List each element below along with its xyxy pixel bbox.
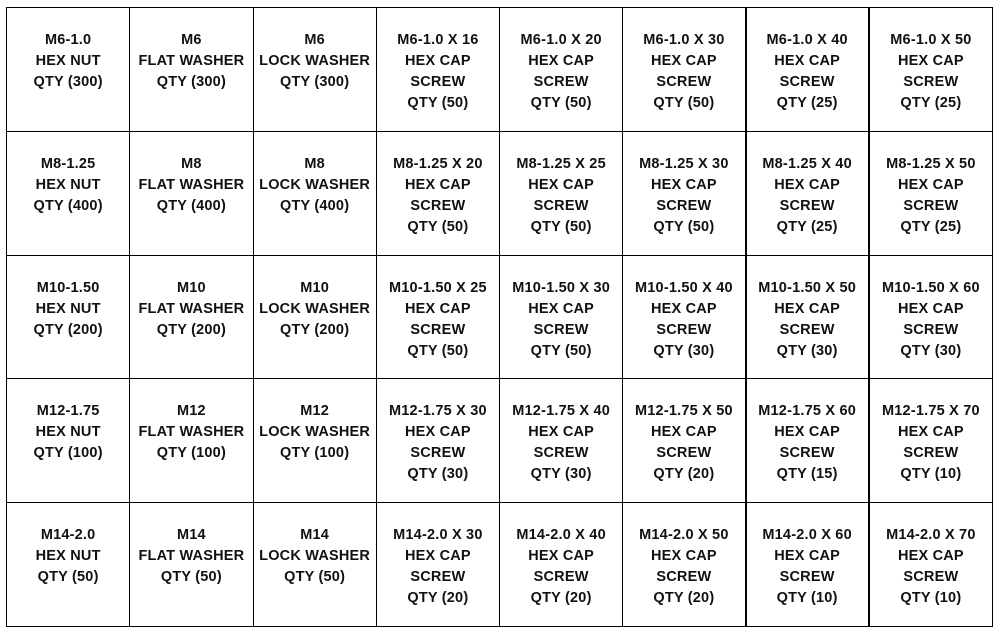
quantity-label: QTY (25) — [900, 218, 962, 235]
quantity-label: QTY (50) — [653, 95, 715, 111]
part-type-label: HEX CAP — [650, 300, 717, 317]
part-size-label: M8-1.25 X 40 — [762, 155, 852, 172]
table-cell — [623, 8, 746, 132]
part-size-label: M10-1.50 X 60 — [882, 279, 980, 296]
table-cell — [500, 379, 623, 503]
quantity-label: QTY (50) — [530, 342, 592, 359]
quantity-label: QTY (200) — [156, 321, 226, 338]
quantity-label: QTY (30) — [530, 466, 592, 483]
part-size-label: M6-1.0 X 40 — [766, 32, 848, 48]
table-cell — [7, 8, 130, 132]
quantity-label: QTY (400) — [33, 197, 103, 214]
part-size-label: M6 — [304, 32, 325, 48]
part-size-label: M8-1.25 — [40, 155, 96, 172]
part-type-label: SCREW — [779, 197, 835, 214]
part-type-label: HEX CAP — [404, 424, 471, 441]
table-cell — [254, 132, 377, 256]
part-type-label: HEX CAP — [404, 300, 471, 317]
quantity-label: QTY (200) — [33, 321, 103, 338]
part-size-label: M6-1.0 X 20 — [520, 32, 602, 48]
table-cell — [377, 256, 500, 380]
part-type-label: SCREW — [779, 74, 835, 90]
part-size-label: M10-1.50 X 30 — [512, 279, 610, 296]
table-cell — [254, 379, 377, 503]
quantity-label: QTY (25) — [900, 95, 962, 111]
part-size-label: M12-1.75 X 70 — [882, 403, 980, 420]
part-type-label: HEX CAP — [774, 300, 841, 317]
part-type-label: FLAT WASHER — [138, 548, 245, 565]
part-size-label: M14-2.0 X 60 — [762, 527, 852, 544]
part-size-label: M14-2.0 X 30 — [393, 527, 483, 544]
part-size-label: M12-1.75 X 30 — [389, 403, 487, 420]
part-size-label: M14 — [300, 527, 330, 544]
part-size-label: M12 — [300, 403, 330, 420]
part-type-label: HEX NUT — [35, 424, 101, 441]
quantity-label: QTY (10) — [900, 466, 962, 483]
part-size-label: M10 — [300, 279, 330, 296]
part-size-label: M10-1.50 X 25 — [389, 279, 487, 296]
part-type-label: HEX CAP — [528, 53, 595, 69]
part-size-label: M12-1.75 — [36, 403, 100, 420]
part-type-label: FLAT WASHER — [138, 300, 245, 317]
part-type-label: SCREW — [656, 569, 712, 586]
part-type-label: HEX CAP — [404, 176, 471, 193]
part-type-label: SCREW — [779, 569, 835, 586]
part-type-label: HEX CAP — [774, 176, 841, 193]
quantity-label: QTY (50) — [530, 95, 592, 111]
part-size-label: M8-1.25 X 25 — [516, 155, 606, 172]
part-type-label: HEX CAP — [897, 424, 964, 441]
part-type-label: SCREW — [779, 445, 835, 462]
part-size-label: M12 — [176, 403, 206, 420]
part-type-label: SCREW — [410, 74, 466, 90]
part-type-label: SCREW — [533, 569, 589, 586]
quantity-label: QTY (10) — [776, 590, 838, 607]
table-cell — [130, 256, 253, 380]
part-type-label: LOCK WASHER — [259, 424, 371, 441]
part-type-label: SCREW — [656, 197, 712, 214]
quantity-label: QTY (20) — [407, 590, 469, 607]
table-cell — [500, 132, 623, 256]
table-cell — [747, 8, 870, 132]
quantity-label: QTY (20) — [653, 466, 715, 483]
part-size-label: M14-2.0 X 50 — [639, 527, 729, 544]
quantity-label: QTY (20) — [530, 590, 592, 607]
table-cell — [623, 256, 746, 380]
part-type-label: LOCK WASHER — [259, 548, 371, 565]
part-type-label: SCREW — [533, 445, 589, 462]
part-type-label: SCREW — [656, 74, 712, 90]
part-type-label: HEX CAP — [404, 548, 471, 565]
part-type-label: SCREW — [410, 445, 466, 462]
part-size-label: M8-1.25 X 20 — [393, 155, 483, 172]
part-type-label: SCREW — [779, 321, 835, 338]
part-size-label: M14-2.0 X 40 — [516, 527, 606, 544]
quantity-label: QTY (50) — [407, 218, 469, 235]
part-type-label: HEX NUT — [35, 53, 101, 69]
quantity-label: QTY (100) — [156, 445, 226, 462]
table-cell — [500, 503, 623, 627]
quantity-label: QTY (30) — [900, 342, 962, 359]
quantity-label: QTY (50) — [653, 218, 715, 235]
table-cell — [500, 8, 623, 132]
table-cell — [500, 256, 623, 380]
quantity-label: QTY (30) — [776, 342, 838, 359]
part-type-label: SCREW — [903, 569, 959, 586]
part-type-label: SCREW — [410, 569, 466, 586]
part-type-label: HEX NUT — [35, 548, 101, 565]
part-type-label: SCREW — [903, 445, 959, 462]
quantity-label: QTY (100) — [280, 445, 350, 462]
table-cell — [747, 256, 870, 380]
part-size-label: M10-1.50 X 50 — [758, 279, 856, 296]
table-cell — [377, 132, 500, 256]
table-cell — [870, 8, 993, 132]
part-size-label: M6-1.0 X 50 — [890, 32, 972, 48]
part-type-label: LOCK WASHER — [259, 176, 371, 193]
part-size-label: M6-1.0 X 16 — [397, 32, 479, 48]
table-cell — [130, 503, 253, 627]
part-size-label: M6 — [181, 32, 202, 48]
fastener-label-table — [6, 7, 993, 627]
table-cell — [870, 379, 993, 503]
part-size-label: M8 — [181, 155, 202, 172]
part-type-label: HEX CAP — [528, 176, 595, 193]
part-size-label: M6-1.0 X 30 — [643, 32, 725, 48]
table-cell — [7, 503, 130, 627]
table-cell — [623, 503, 746, 627]
part-size-label: M8 — [304, 155, 325, 172]
quantity-label: QTY (50) — [530, 218, 592, 235]
quantity-label: QTY (20) — [653, 590, 715, 607]
table-cell — [377, 503, 500, 627]
part-size-label: M8-1.25 X 50 — [886, 155, 976, 172]
part-type-label: SCREW — [656, 321, 712, 338]
part-type-label: FLAT WASHER — [138, 176, 245, 193]
part-type-label: SCREW — [903, 321, 959, 338]
quantity-label: QTY (50) — [37, 569, 99, 586]
part-type-label: HEX CAP — [897, 53, 964, 69]
table-cell — [7, 256, 130, 380]
part-type-label: SCREW — [410, 321, 466, 338]
part-type-label: HEX CAP — [897, 548, 964, 565]
table-cell — [130, 132, 253, 256]
part-size-label: M12-1.75 X 60 — [758, 403, 856, 420]
table-cell — [623, 132, 746, 256]
quantity-label: QTY (25) — [776, 218, 838, 235]
table-cell — [130, 8, 253, 132]
table-cell — [870, 256, 993, 380]
part-size-label: M14 — [176, 527, 206, 544]
quantity-label: QTY (15) — [776, 466, 838, 483]
quantity-label: QTY (50) — [407, 342, 469, 359]
table-cell — [7, 132, 130, 256]
part-type-label: SCREW — [656, 445, 712, 462]
table-cell — [130, 379, 253, 503]
table-cell — [747, 132, 870, 256]
table-cell — [623, 379, 746, 503]
part-size-label: M10 — [176, 279, 206, 296]
quantity-label: QTY (300) — [33, 74, 103, 90]
quantity-label: QTY (200) — [280, 321, 350, 338]
part-type-label: HEX NUT — [35, 176, 101, 193]
part-type-label: HEX CAP — [650, 424, 717, 441]
quantity-label: QTY (300) — [280, 74, 350, 90]
quantity-label: QTY (30) — [653, 342, 715, 359]
part-type-label: HEX CAP — [897, 176, 964, 193]
part-size-label: M8-1.25 X 30 — [639, 155, 729, 172]
table-cell — [254, 8, 377, 132]
part-size-label: M10-1.50 X 40 — [635, 279, 733, 296]
part-type-label: SCREW — [903, 74, 959, 90]
quantity-label: QTY (10) — [900, 590, 962, 607]
part-type-label: HEX CAP — [650, 176, 717, 193]
part-type-label: HEX NUT — [35, 300, 101, 317]
table-cell — [870, 503, 993, 627]
part-size-label: M6-1.0 — [44, 32, 92, 48]
table-cell — [7, 379, 130, 503]
part-size-label: M10-1.50 — [36, 279, 100, 296]
part-type-label: SCREW — [410, 197, 466, 214]
part-size-label: M12-1.75 X 50 — [635, 403, 733, 420]
part-type-label: FLAT WASHER — [138, 53, 245, 69]
table-cell — [377, 379, 500, 503]
quantity-label: QTY (50) — [407, 95, 469, 111]
part-type-label: HEX CAP — [528, 424, 595, 441]
quantity-label: QTY (25) — [776, 95, 838, 111]
part-type-label: SCREW — [533, 321, 589, 338]
part-type-label: HEX CAP — [774, 548, 841, 565]
table-cell — [377, 8, 500, 132]
part-size-label: M14-2.0 — [40, 527, 96, 544]
quantity-label: QTY (400) — [280, 197, 350, 214]
quantity-label: QTY (300) — [156, 74, 226, 90]
table-cell — [254, 256, 377, 380]
part-type-label: SCREW — [533, 74, 589, 90]
quantity-label: QTY (100) — [33, 445, 103, 462]
quantity-label: QTY (400) — [156, 197, 226, 214]
part-type-label: HEX CAP — [528, 300, 595, 317]
part-type-label: HEX CAP — [774, 53, 841, 69]
part-type-label: LOCK WASHER — [259, 53, 371, 69]
part-type-label: HEX CAP — [650, 548, 717, 565]
part-type-label: SCREW — [533, 197, 589, 214]
quantity-label: QTY (50) — [160, 569, 222, 586]
table-cell — [254, 503, 377, 627]
table-cell — [870, 132, 993, 256]
quantity-label: QTY (30) — [407, 466, 469, 483]
part-type-label: HEX CAP — [404, 53, 471, 69]
part-type-label: LOCK WASHER — [259, 300, 371, 317]
quantity-label: QTY (50) — [284, 569, 346, 586]
part-type-label: HEX CAP — [774, 424, 841, 441]
part-size-label: M12-1.75 X 40 — [512, 403, 610, 420]
part-type-label: HEX CAP — [897, 300, 964, 317]
part-type-label: HEX CAP — [650, 53, 717, 69]
part-size-label: M14-2.0 X 70 — [886, 527, 976, 544]
table-cell — [747, 379, 870, 503]
table-cell — [747, 503, 870, 627]
part-type-label: FLAT WASHER — [138, 424, 245, 441]
part-type-label: HEX CAP — [528, 548, 595, 565]
part-type-label: SCREW — [903, 197, 959, 214]
